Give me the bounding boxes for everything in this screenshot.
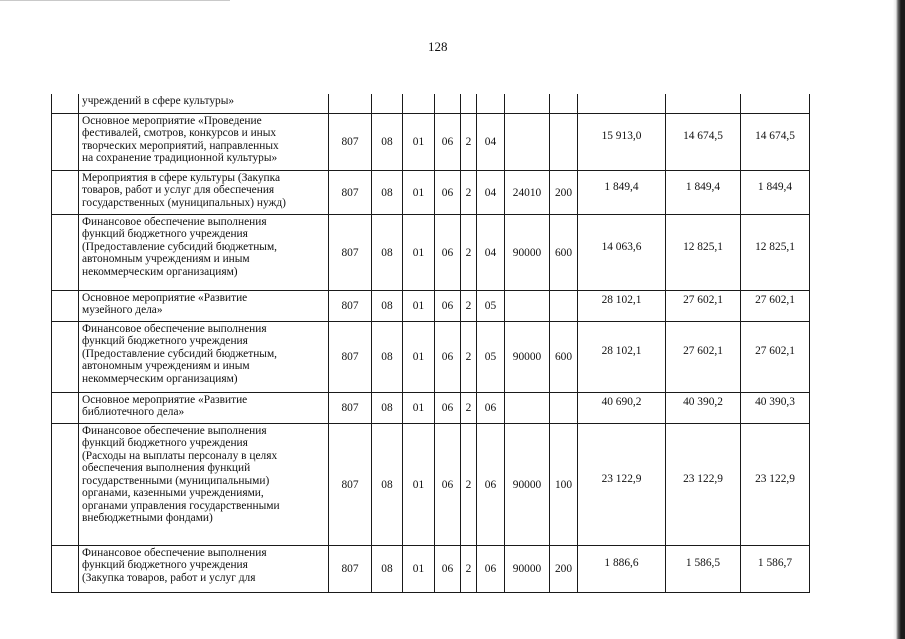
rz-code-cell: 08 <box>372 423 403 545</box>
amount-year-3-cell <box>741 214 810 290</box>
vr-code-cell <box>550 392 578 423</box>
item-name-line: органами, казенными учреждениями, <box>82 487 264 499</box>
rz-code-cell: 08 <box>372 545 403 592</box>
amount-year-1: 14 063,6 <box>601 240 642 253</box>
item-name-cell <box>79 423 329 545</box>
cs-program-cell: 06 <box>435 545 461 592</box>
cs-event-cell: 05 <box>477 290 505 321</box>
item-name-line: музейного дела» <box>82 304 163 316</box>
cs-subprogram-cell: 2 <box>461 170 477 214</box>
cs-subprogram-cell: 2 <box>461 321 477 392</box>
item-name-line: органами управления государственными <box>82 499 280 512</box>
rz-code-cell: 08 <box>372 113 403 170</box>
item-name-line: функций бюджетного учреждения <box>82 335 248 347</box>
item-name-line: товаров, работ и услуг для обеспечения <box>82 184 275 196</box>
row-index-cell <box>52 214 79 290</box>
item-name-cell <box>79 94 329 113</box>
amount-year-3-cell <box>741 392 810 423</box>
amount-year-1-cell <box>578 214 666 290</box>
item-name-line: Финансовое обеспечение выполнения <box>82 424 267 437</box>
cs-program-cell: 06 <box>435 214 461 290</box>
cs-event-cell: 04 <box>477 214 505 290</box>
pr-code-cell: 01 <box>403 113 435 170</box>
item-name-line: Финансовое обеспечение выполнения <box>82 546 267 559</box>
amount-year-1-cell <box>578 94 666 113</box>
amount-year-3-cell <box>741 545 810 592</box>
row-index-cell <box>52 423 79 545</box>
item-name-line: некоммерческим организациям) <box>82 372 238 385</box>
item-name-cell <box>79 545 329 592</box>
item-name-cell <box>79 170 329 214</box>
rz-code-cell: 08 <box>372 290 403 321</box>
gr-code-cell: 807 <box>329 214 372 290</box>
item-name-line: (Расходы на выплаты персоналу в целях <box>82 449 278 462</box>
item-name-cell <box>79 214 329 290</box>
amount-year-3-cell <box>741 170 810 214</box>
table-row <box>52 321 810 392</box>
cs-event-cell: 04 <box>477 170 505 214</box>
amount-year-1: 1 886,6 <box>604 557 639 570</box>
amount-year-2-cell <box>666 290 741 321</box>
cs-program-cell <box>435 94 461 113</box>
cs-subprogram-cell: 2 <box>461 392 477 423</box>
gr-code-cell: 807 <box>329 113 372 170</box>
item-name-line: (Предоставление субсидий бюджетным, <box>82 240 277 253</box>
amount-year-2-cell <box>666 392 741 423</box>
amount-year-3-cell <box>741 113 810 170</box>
item-name-line: автономным учреждениям и иным <box>82 360 250 372</box>
amount-year-3: 27 602,1 <box>755 294 795 307</box>
cs-direction-cell <box>505 113 550 170</box>
amount-year-1-cell <box>578 423 666 545</box>
amount-year-3-cell <box>741 290 810 321</box>
rz-code-cell: 08 <box>372 170 403 214</box>
pr-code-cell: 01 <box>403 392 435 423</box>
table-row <box>52 94 810 113</box>
row-index-cell <box>52 392 79 423</box>
table-row <box>52 290 810 321</box>
vr-code-cell <box>550 290 578 321</box>
amount-year-2: 40 390,2 <box>683 396 723 409</box>
amount-year-1: 40 690,2 <box>601 396 642 409</box>
amount-year-1-cell <box>578 290 666 321</box>
item-name-line: Финансовое обеспечение выполнения <box>82 322 267 335</box>
pr-code-cell: 01 <box>403 321 435 392</box>
amount-year-3-cell <box>741 321 810 392</box>
amount-year-2-cell <box>666 214 741 290</box>
item-name-line: функций бюджетного учреждения <box>82 559 248 571</box>
amount-year-1: 28 102,1 <box>601 294 642 307</box>
vr-code-cell: 600 <box>550 214 578 290</box>
item-name-line: Основное мероприятие «Развитие <box>82 393 248 406</box>
cs-program-cell: 06 <box>435 321 461 392</box>
budget-table <box>51 94 810 593</box>
item-name-line: творческих мероприятий, направленных <box>82 139 279 152</box>
cs-direction-cell: 90000 <box>505 423 550 545</box>
gr-code-cell: 807 <box>329 321 372 392</box>
cs-subprogram-cell: 2 <box>461 214 477 290</box>
amount-year-2-cell <box>666 170 741 214</box>
amount-year-3: 1 849,4 <box>757 180 793 193</box>
cs-subprogram-cell <box>461 94 477 113</box>
cs-direction-cell: 90000 <box>505 321 550 392</box>
item-name-cell <box>79 290 329 321</box>
vr-code-cell: 200 <box>550 170 578 214</box>
cs-subprogram-cell: 2 <box>461 423 477 545</box>
gr-code-cell: 807 <box>329 290 372 321</box>
item-name-line: некоммерческим организациям) <box>82 265 238 278</box>
row-index-cell <box>52 545 79 592</box>
amount-year-1-cell <box>578 113 666 170</box>
amount-year-3: 1 586,7 <box>757 557 793 570</box>
item-name-line: внебюджетными фондами) <box>82 512 213 524</box>
item-name-line: Основное мероприятие «Развитие <box>82 291 248 304</box>
item-name-line: (Закупка товаров, работ и услуг для <box>82 571 256 584</box>
rz-code-cell: 08 <box>372 321 403 392</box>
pr-code-cell: 01 <box>403 545 435 592</box>
scan-edge-mark <box>0 0 230 1</box>
table-row <box>52 170 810 214</box>
amount-year-2: 27 602,1 <box>683 345 723 358</box>
pr-code-cell <box>403 94 435 113</box>
cs-direction-cell <box>505 94 550 113</box>
amount-year-3: 12 825,1 <box>755 240 795 253</box>
table-row <box>52 392 810 423</box>
gr-code-cell: 807 <box>329 170 372 214</box>
row-index-cell <box>52 321 79 392</box>
row-index-cell <box>52 94 79 113</box>
cs-subprogram-cell: 2 <box>461 113 477 170</box>
item-name-line: учреждений в сфере культуры» <box>82 95 235 107</box>
amount-year-1: 23 122,9 <box>601 472 642 485</box>
cs-direction-cell: 90000 <box>505 545 550 592</box>
cs-event-cell: 06 <box>477 545 505 592</box>
amount-year-1: 15 913,0 <box>601 130 642 143</box>
item-name-line: (Предоставление субсидий бюджетным, <box>82 347 277 360</box>
item-name-cell <box>79 113 329 170</box>
item-name-line: государственными (муниципальными) <box>82 474 270 487</box>
rz-code-cell: 08 <box>372 392 403 423</box>
cs-event-cell: 04 <box>477 113 505 170</box>
amount-year-3: 40 390,3 <box>755 396 795 409</box>
table-row <box>52 545 810 592</box>
amount-year-2: 12 825,1 <box>683 240 723 253</box>
vr-code-cell <box>550 113 578 170</box>
cs-direction-cell <box>505 290 550 321</box>
item-name-line: Финансовое обеспечение выполнения <box>82 215 267 228</box>
amount-year-2: 14 674,5 <box>683 130 723 143</box>
amount-year-1-cell <box>578 321 666 392</box>
amount-year-1-cell <box>578 545 666 592</box>
cs-subprogram-cell: 2 <box>461 290 477 321</box>
amount-year-2-cell <box>666 545 741 592</box>
pr-code-cell: 01 <box>403 290 435 321</box>
item-name-line: фестивалей, смотров, конкурсов и иных <box>82 127 277 139</box>
cs-program-cell: 06 <box>435 392 461 423</box>
amount-year-1-cell <box>578 170 666 214</box>
amount-year-3-cell <box>741 423 810 545</box>
table-row <box>52 423 810 545</box>
pr-code-cell: 01 <box>403 423 435 545</box>
table-row <box>52 113 810 170</box>
item-name-line: государственных (муниципальных) нужд) <box>82 196 286 209</box>
item-name-line: функций бюджетного учреждения <box>82 228 248 240</box>
vr-code-cell: 200 <box>550 545 578 592</box>
cs-program-cell: 06 <box>435 113 461 170</box>
amount-year-2-cell <box>666 321 741 392</box>
cs-program-cell: 06 <box>435 423 461 545</box>
amount-year-1: 1 849,4 <box>604 180 639 193</box>
cs-direction-cell <box>505 392 550 423</box>
row-index-cell <box>52 170 79 214</box>
gr-code-cell: 807 <box>329 545 372 592</box>
item-name-line: Мероприятия в сфере культуры (Закупка <box>82 171 281 184</box>
rz-code-cell <box>372 94 403 113</box>
item-name-line: автономным учреждениям и иным <box>82 253 250 265</box>
pr-code-cell: 01 <box>403 214 435 290</box>
cs-subprogram-cell: 2 <box>461 545 477 592</box>
cs-direction-cell: 90000 <box>505 214 550 290</box>
row-index-cell <box>52 290 79 321</box>
amount-year-2: 1 849,4 <box>685 180 721 193</box>
item-name-cell <box>79 321 329 392</box>
amount-year-1: 28 102,1 <box>601 345 642 358</box>
pr-code-cell: 01 <box>403 170 435 214</box>
item-name-line: библиотечного дела» <box>82 406 185 418</box>
rz-code-cell: 08 <box>372 214 403 290</box>
budget-table-body <box>52 94 810 592</box>
vr-code-cell: 100 <box>550 423 578 545</box>
vr-code-cell: 600 <box>550 321 578 392</box>
amount-year-2: 23 122,9 <box>683 472 723 485</box>
cs-event-cell: 06 <box>477 423 505 545</box>
amount-year-3: 23 122,9 <box>755 472 795 485</box>
gr-code-cell <box>329 94 372 113</box>
cs-event-cell <box>477 94 505 113</box>
page-number: 128 <box>428 39 448 54</box>
item-name-line: Основное мероприятие «Проведение <box>82 114 262 127</box>
gr-code-cell: 807 <box>329 392 372 423</box>
scan-shadow-bar <box>893 0 905 639</box>
amount-year-2: 1 586,5 <box>685 557 721 570</box>
vr-code-cell <box>550 94 578 113</box>
amount-year-3: 27 602,1 <box>755 345 795 358</box>
cs-event-cell: 05 <box>477 321 505 392</box>
cs-event-cell: 06 <box>477 392 505 423</box>
amount-year-2-cell <box>666 113 741 170</box>
cs-program-cell: 06 <box>435 290 461 321</box>
amount-year-3-cell <box>741 94 810 113</box>
table-row <box>52 214 810 290</box>
cs-program-cell: 06 <box>435 170 461 214</box>
item-name-line: на сохранение традиционной культуры» <box>82 152 278 164</box>
row-index-cell <box>52 113 79 170</box>
amount-year-3: 14 674,5 <box>755 130 795 143</box>
cs-direction-cell: 24010 <box>505 170 550 214</box>
amount-year-2-cell <box>666 423 741 545</box>
amount-year-2: 27 602,1 <box>683 294 723 307</box>
item-name-cell <box>79 392 329 423</box>
item-name-line: функций бюджетного учреждения <box>82 437 248 449</box>
item-name-line: обеспечения выполнения функций <box>82 462 251 474</box>
amount-year-2-cell <box>666 94 741 113</box>
gr-code-cell: 807 <box>329 423 372 545</box>
amount-year-1-cell <box>578 392 666 423</box>
